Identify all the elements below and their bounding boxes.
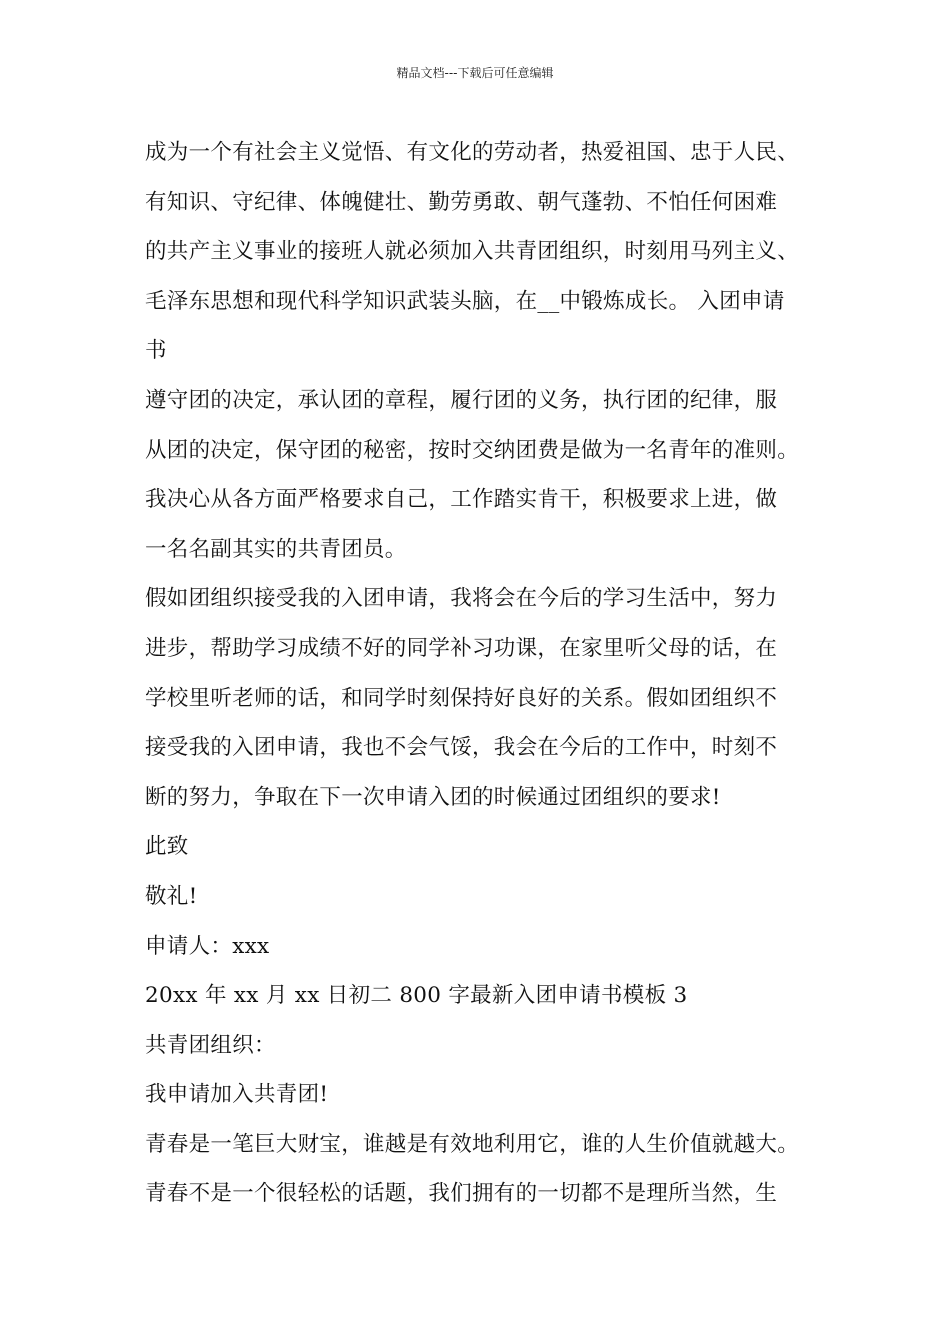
text-line: 学校里听老师的话，和同学时刻保持好良好的关系。假如团组织不 (145, 685, 778, 711)
text-line: 有知识、守纪律、体魄健壮、勤劳勇敢、朝气蓬勃、不怕任何困难 (145, 189, 778, 215)
text-line: 成为一个有社会主义觉悟、有文化的劳动者，热爱祖国、忠于人民、 (145, 140, 800, 165)
date-and-section-title: 20xx 年 xx 月 xx 日初二 800 字最新入团申请书模板 3 (145, 983, 688, 1009)
salutation-regards: 敬礼! (145, 883, 198, 909)
applicant-signature: 申请人：xxx (145, 933, 270, 959)
text-line: 的共产主义事业的接班人就必须加入共青团组织，时刻用马列主义、 (145, 239, 800, 265)
text-line: 假如团组织接受我的入团申请，我将会在今后的学习生活中，努力 (145, 586, 778, 612)
recipient-greeting: 共青团组织： (145, 1032, 276, 1058)
salutation-closing: 此致 (145, 834, 189, 860)
text-line: 一名名副其实的共青团员。 (145, 536, 407, 562)
page-header: 精品文档---下载后可任意编辑 (396, 66, 554, 80)
document-body (145, 128, 845, 1219)
text-line: 青春是一笔巨大财宝，谁越是有效地利用它，谁的人生价值就越大。 (145, 1131, 800, 1157)
text-line: 遵守团的决定，承认团的章程，履行团的义务，执行团的纪律，服 (145, 387, 778, 413)
text-line: 毛泽东思想和现代科学知识武装头脑，在__中锻炼成长。 入团申请 (145, 288, 785, 314)
text-line: 进步，帮助学习成绩不好的同学补习功课，在家里听父母的话，在 (145, 635, 778, 661)
text-line: 我申请加入共青团! (145, 1082, 329, 1108)
text-line: 我决心从各方面严格要求自己，工作踏实肯干，积极要求上进，做 (145, 487, 778, 513)
text-line: 书 (145, 338, 167, 364)
text-line: 从团的决定，保守团的秘密，按时交纳团费是做为一名青年的准则。 (145, 437, 800, 463)
text-line: 接受我的入团申请，我也不会气馁，我会在今后的工作中，时刻不 (145, 735, 778, 761)
text-line: 青春不是一个很轻松的话题，我们拥有的一切都不是理所当然，生 (145, 1181, 778, 1207)
text-line: 断的努力，争取在下一次申请入团的时候通过团组织的要求! (145, 784, 721, 810)
